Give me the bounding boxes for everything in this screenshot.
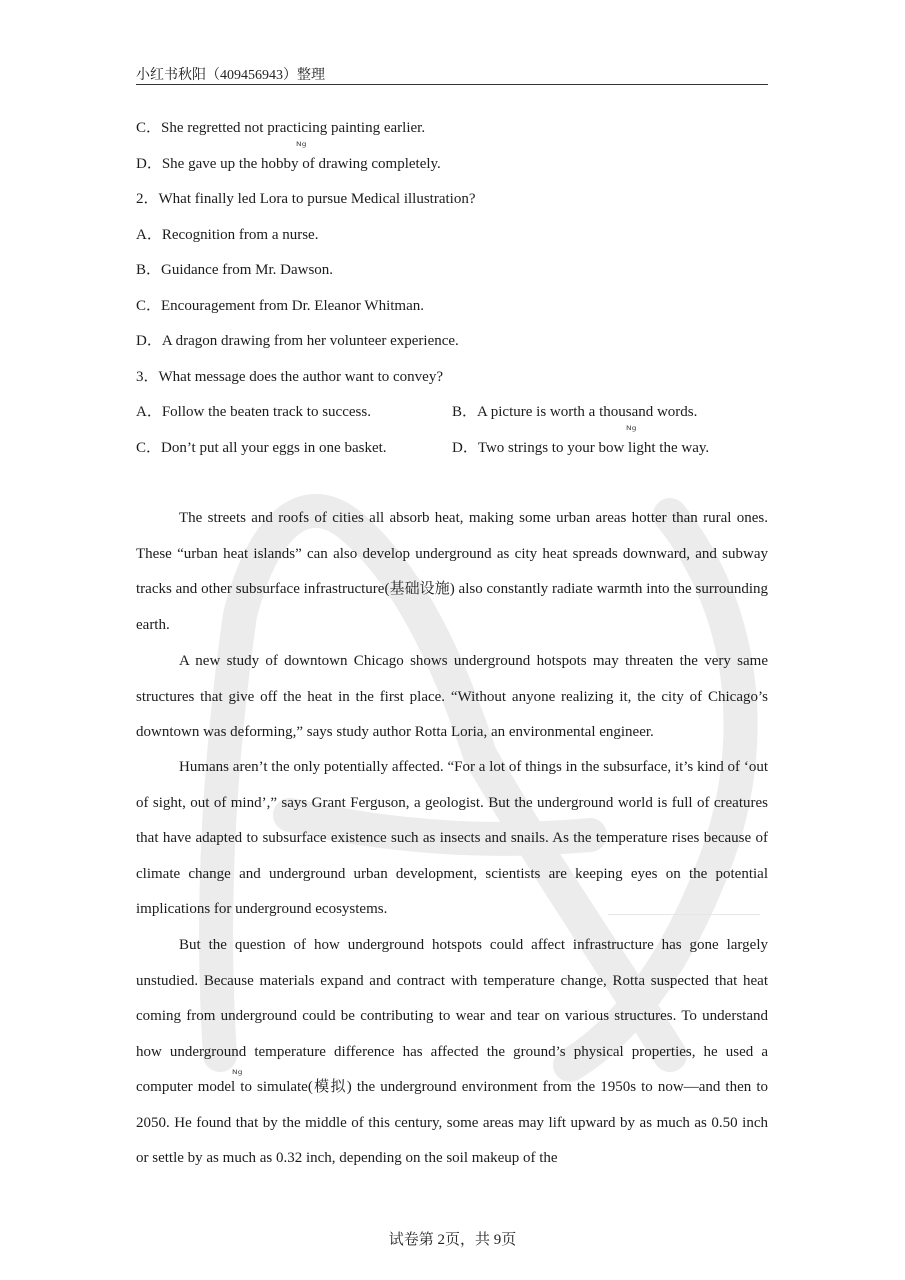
q3-option-a: A．Follow the beaten track to success. — [136, 404, 371, 420]
q3-option-c: C．Don’t put all your eggs in one basket. — [136, 440, 387, 456]
q3-option-b: B．A picture is worth a thousand words. — [452, 404, 698, 420]
q2-option-b: B．Guidance from Mr. Dawson. — [136, 262, 334, 278]
q3-option-d: D．Two strings to your bow light the way. — [452, 440, 710, 456]
q2-option-c: C．Encouragement from Dr. Eleanor Whitman. — [136, 298, 424, 314]
handwritten-mark: ᴺᵍ — [626, 423, 637, 437]
header-divider — [136, 84, 768, 85]
q1-option-d: D．She gave up the hobby of drawing completely. — [136, 156, 441, 172]
q2-stem: 2．What finally led Lora to pursue Medical illustration? — [136, 191, 476, 207]
handwritten-mark: ᴺᵍ — [232, 1067, 243, 1081]
passage-paragraph-4: But the question of how underground hotspots could affect infrastructure has gone largely unstudied. Because materials expand and contract with temperature change, Rotta suspected that heat coming from underground could be contributing to wear and tear on various structures. To understand how underground temperature difference has affected the ground’s physical properties, he used a computer model to simulate(模拟) the underground environment from the 1950s to now—and then to 2050. He found that by the middle of this century, some areas may lift upward by as much as 0.50 inch or settle by as much as 0.32 inch, depending on the soil makeup of the — [136, 937, 768, 1166]
scan-artifact-line — [608, 914, 760, 915]
page-footer: 试卷第 2页，共 9页 — [388, 1232, 517, 1248]
q1-option-c: C．She regretted not practicing painting earlier. — [136, 120, 426, 136]
q2-option-d: D．A dragon drawing from her volunteer experience. — [136, 333, 459, 349]
passage-paragraph-2: A new study of downtown Chicago shows underground hotspots may threaten the very same structures that give off the heat in the first place. “Without anyone realizing it, the city of Chicago’s downtown was deforming,” says study author Rotta Loria, an environmental engineer. — [136, 653, 768, 740]
passage-paragraph-3: Humans aren’t the only potentially affected. “For a lot of things in the subsurface, it’s kind of ‘out of sight, out of mind’,” says Grant Ferguson, a geologist. But the underground world is full of creatures that have adapted to subsurface existence such as insects and snails. As the temperature rises because of climate change and underground urban development, scientists are keeping eyes on the potential implications for underground ecosystems. — [136, 759, 768, 917]
handwritten-mark: ᴺᵍ — [296, 139, 307, 153]
page-header: 小红书秋阳（409456943）整理 — [136, 68, 325, 83]
passage-paragraph-1: The streets and roofs of cities all absorb heat, making some urban areas hotter than rural ones. These “urban heat islands” can also develop underground as city heat spreads downward, and subway tracks and other subsurface infrastructure(基础设施) also constantly radiate warmth into the surrounding earth. — [136, 510, 768, 633]
q3-stem: 3．What message does the author want to convey? — [136, 369, 443, 385]
q2-option-a: A．Recognition from a nurse. — [136, 227, 319, 243]
